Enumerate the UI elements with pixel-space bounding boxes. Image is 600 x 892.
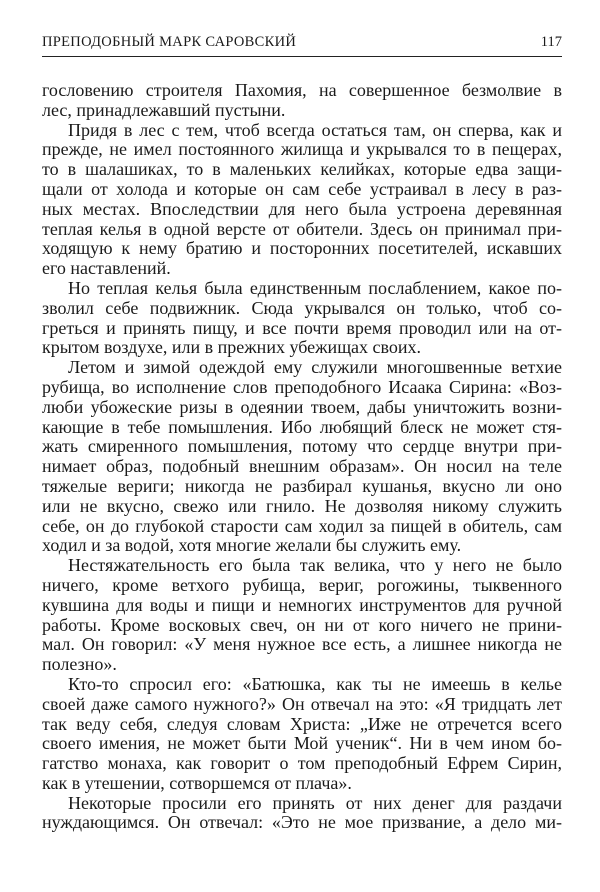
text-line: щали от холода и которые он сам себе устраивал в лесу в раз- <box>42 178 562 199</box>
text-line: себе, он до глубокой старости сам ходил за пищей в обитель, сам <box>42 515 562 536</box>
text-line: работы. Кроме восковых свеч, он ни от кого ничего не прини- <box>42 614 562 635</box>
text-line: ходил и за водой, хотя многие желали бы служить ему. <box>42 535 462 556</box>
paragraph <box>42 556 562 675</box>
text-line: рубища, во исполнение слов преподобного Исаака Сирина: «Воз- <box>42 376 562 397</box>
text-line: люби убожеские ризы в одеянии твоем, дабы уничтожить возни- <box>42 396 562 417</box>
text-line: Придя в лес с тем, чтоб всегда остаться там, он сперва, как и <box>68 119 562 140</box>
text-line: гословению строителя Пахомия, на совершенное безмолвие в <box>42 80 562 100</box>
text-line: полезно». <box>42 654 117 675</box>
text-line: греться и принять пищу, и все почти время проводил или на от- <box>42 317 562 338</box>
text-line: крытом воздухе, или в прежних убежищах своих. <box>42 337 422 358</box>
text-line: теплая келья в одной версте от обители. Здесь он принимал при- <box>42 218 562 239</box>
running-title: ПРЕПОДОБНЫЙ МАРК САРОВСКИЙ <box>42 34 297 50</box>
text-line: кувшина для воды и пищи и немногих инструментов для ручной <box>42 594 562 615</box>
text-line: так веду себя, следуя словам Христа: „Иже не отречется всего <box>42 713 562 734</box>
text-line: Кто-то спросил его: «Батюшка, как ты не имеешь в келье <box>68 673 562 694</box>
text-line: Но теплая келья была единственным послаблением, какое по- <box>68 277 562 298</box>
text-line: ных местах. Впоследствии для него была устроена деревянная <box>42 198 562 219</box>
text-line: кающие в тебе помышления. Ибо любящий блеск не может стя- <box>42 416 562 437</box>
text-line: гатство монаха, как говорит о том преподобный Ефрем Сирин, <box>42 753 562 774</box>
text-line: своего имения, не может быти Мой ученик“. Ни в чем ином бо- <box>42 733 562 754</box>
text-line: лес, принадлежавший пустыни. <box>42 99 286 120</box>
paragraph <box>42 121 562 279</box>
text-line: Некоторые просили его принять от них денег для раздачи <box>68 792 562 813</box>
paragraph <box>42 675 562 794</box>
paragraph <box>42 358 562 556</box>
text-line: прежде, не имел постоянного жилища и укрывался то в пещерах, <box>42 139 562 160</box>
paragraph <box>42 794 562 834</box>
text-line: своей даже самого нужного?» Он отвечал на это: «Я тридцать лет <box>42 693 562 714</box>
body-text <box>42 81 562 833</box>
page-number: 117 <box>540 34 562 50</box>
text-line: Нестяжательность его была так велика, что у него не было <box>68 555 562 576</box>
text-line: Летом и зимой одеждой ему служили многошвенные ветхие <box>68 357 562 378</box>
text-line: его наставлений. <box>42 258 171 279</box>
text-line: ходящую к нему братию и посторонних посетителей, искавших <box>42 238 562 259</box>
text-line: зволил себе подвижник. Сюда укрывался он только, чтоб со- <box>42 297 562 318</box>
paragraph <box>42 81 562 121</box>
text-line: нуждающимся. Он отвечал: «Это не мое призвание, а дело ми- <box>42 812 562 833</box>
text-line: или не вкусно, свежо или гнило. Не дозволяя никому служить <box>42 495 562 516</box>
text-line: как в утешении, сотворшемся от плача». <box>42 772 352 793</box>
paragraph <box>42 279 562 358</box>
text-line: ничего, кроме ветхого рубища, вериг, рогожины, тыквенного <box>42 574 562 595</box>
running-header <box>42 32 562 57</box>
text-line: нимает образ, подобный внешним образам». Он носил на теле <box>42 456 562 477</box>
text-line: то в шалашиках, то в маленьких келийках, которые едва защи- <box>42 159 562 180</box>
text-line: тяжелые вериги; никогда не разбирал кушанья, вкусно ли оно <box>42 475 562 496</box>
text-line: мал. Он говорил: «У меня нужное все есть, а лишнее никогда не <box>42 634 562 655</box>
text-line: жать смиренного помышления, потому что сердце внутри при- <box>42 436 562 457</box>
